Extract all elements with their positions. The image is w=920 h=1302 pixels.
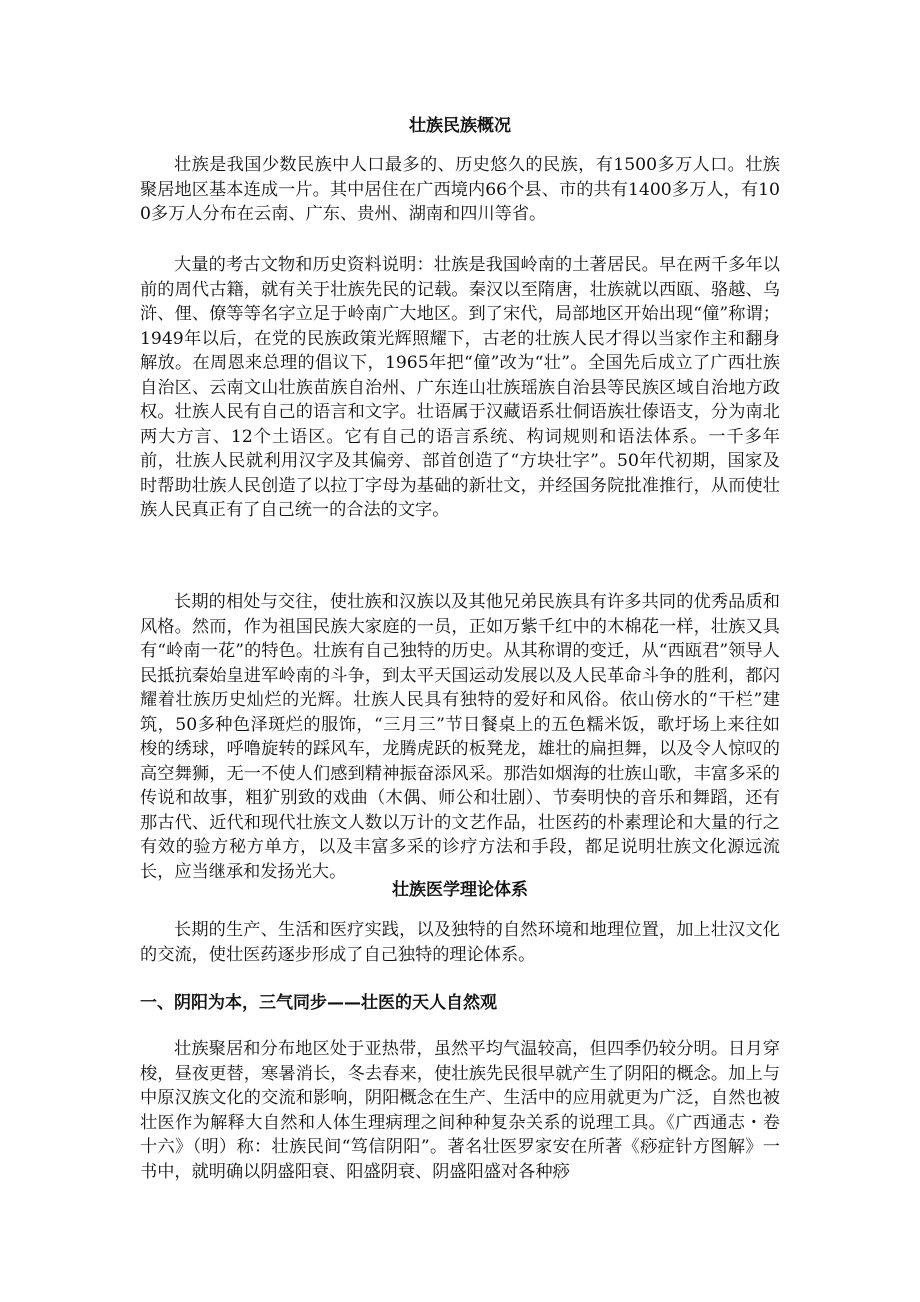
subsection-paragraph: 壮族聚居和分布地区处于亚热带，虽然平均气温较高，但四季仍较分明。日月穿梭，昼夜更替，寒暑消长，冬去春来，使壮族先民很早就产生了阴阳的概念。加上与中原汉族文化的交流和影响，阴阳概念在生产、生活中的应用就更为广泛，自然也被壮医作为解释大自然和人体生理病理之间种种复杂关系的说理工具。《广西通志・卷十六》（明）称：壮族民间“笃信阴阳”。著名壮医罗家安在所著《痧症针方图解》一书中，就明确以阴盛阳衰、阳盛阴衰、阴盛阳盛对各种痧 [140, 1039, 780, 1182]
document-title: 壮族民族概况 [409, 116, 511, 136]
section-title: 壮族医学理论体系 [392, 880, 528, 900]
paragraph-3: 长期的相处与交往，使壮族和汉族以及其他兄弟民族具有许多共同的优秀品质和风格。然而，作为祖国民族大家庭的一员，正如万紫千红中的木棉花一样，壮族又具有“岭南一花”的特色。壮族有自己独特的历史。从其称谓的变迁，从“西瓯君”领导人民抵抗秦始皇进军岭南的斗争，到太平天国运动发展以及人民革命斗争的胜利，都闪耀着壮族历史灿烂的光辉。壮族人民具有独特的爱好和风俗。依山傍水的“干栏”建筑，50多种色泽斑烂的服饰，“三月三”节日餐桌上的五色糯米饭，歌圩场上来往如梭的绣球，呼噜旋转的踩风车，龙腾虎跃的板凳龙，雄壮的扁担舞，以及令人惊叹的高空舞狮，无一不使人们感到精神振奋添风采。那浩如烟海的壮族山歌，丰富多采的传说和故事，粗犷别致的戏曲（木偶、师公和壮剧）、节奏明快的音乐和舞蹈，还有那古代、近代和现代壮族文人数以万计的文艺作品，壮医药的朴素理论和大量的行之有效的验方秘方单方，以及丰富多采的诊疗方法和手段，都足说明壮族文化源远流长，应当继承和发扬光大。 [140, 592, 780, 882]
paragraph-2: 大量的考古文物和历史资料说明：壮族是我国岭南的土著居民。早在两千多年以前的周代古籍，就有关于壮族先民的记载。秦汉以至隋唐，壮族就以西瓯、骆越、乌浒、俚、僚等等名字立足于岭南广大地区。到了宋代，局部地区开始出现“僮”称谓；1949年以后，在党的民族政策光辉照耀下，古老的壮族人民才得以当家作主和翻身解放。在周恩来总理的倡议下，1965年把“僮”改为“壮”。全国先后成立了广西壮族自治区、云南文山壮族苗族自治州、广东连山壮族瑶族自治县等民族区域自治地方政权。壮族人民有自己的语言和文字。壮语属于汉藏语系壮侗语族壮傣语支，分为南北两大方言、12个土语区。它有自己的语言系统、构词规则和语法体系。一千多年前，壮族人民就利用汉字及其偏旁、部首创造了“方块壮字”。50年代初期，国家及时帮助壮族人民创造了以拉丁字母为基础的新壮文，并经国务院批准推行，从而使壮族人民真正有了自己统一的合法的文字。 [140, 255, 780, 520]
paragraph-1: 壮族是我国少数民族中人口最多的、历史悠久的民族，有1500多万人口。壮族聚居地区基本连成一片。其中居住在广西境内66个县、市的共有1400多万人，有100多万人分布在云南、广东、贵州、湖南和四川等省。 [140, 155, 780, 224]
subsection-title: 一、阴阳为本，三气同步——壮医的天人自然观 [140, 993, 497, 1013]
section-paragraph: 长期的生产、生活和医疗实践，以及独特的自然环境和地理位置，加上壮汉文化的交流，使壮医药逐步形成了自己独特的理论体系。 [140, 920, 780, 965]
